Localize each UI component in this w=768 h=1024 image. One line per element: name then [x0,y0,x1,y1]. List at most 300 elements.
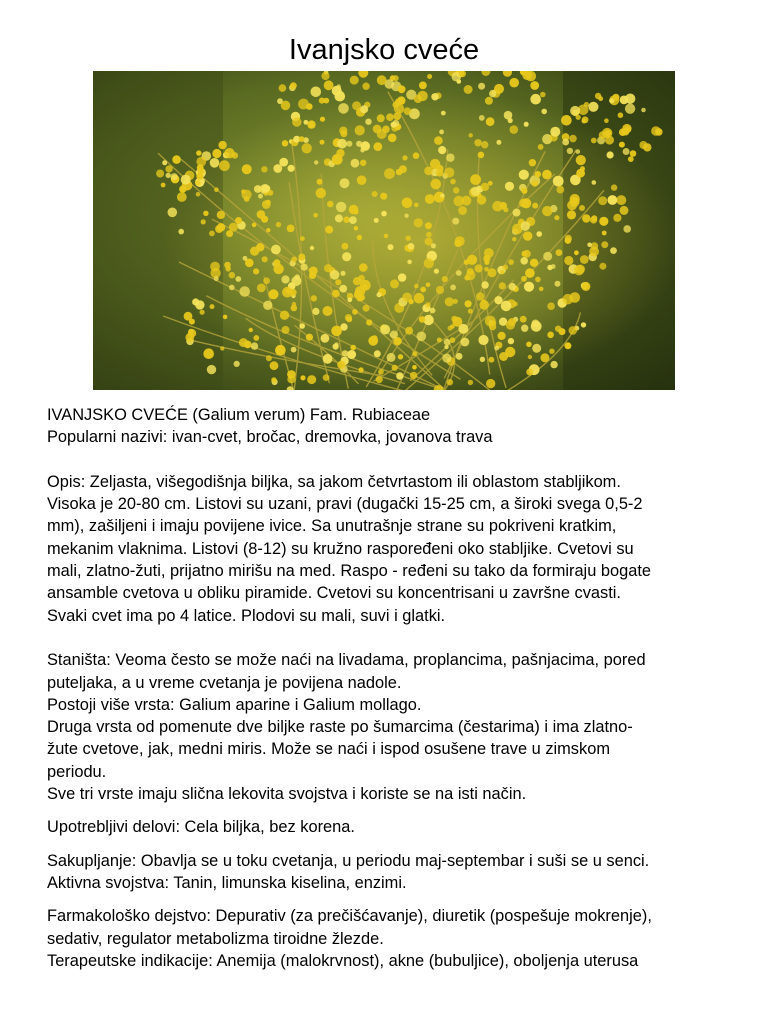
flower-blossom [291,276,301,286]
flower-blossom [396,169,403,176]
flower-blossom [346,141,352,147]
flower-blossom [316,188,326,198]
flower-blossom [555,326,561,332]
flower-blossom [404,214,408,218]
flower-blossom [450,179,456,185]
flower-blossom [161,183,166,188]
flower-blossom [414,203,419,208]
species-line: Druga vrsta od pomenute dve biljke raste po šumarcima (čestarima) i ima zlatno- [47,718,633,737]
flower-blossom [536,231,542,237]
flower-blossom [249,328,253,332]
description-line: ansamble cvetova u obliku piramide. Cvetovi su koncentrisani u završne cvasti. [47,584,621,603]
flower-blossom [251,342,258,349]
flower-blossom [162,160,167,165]
flower-blossom [290,82,297,89]
flower-blossom [508,338,514,344]
flower-blossom [314,160,318,164]
flower-blossom [453,187,459,193]
flower-blossom [196,173,203,180]
flower-blossom [521,221,530,230]
species-line: Postoji više vrsta: Galium aparine i Galium mollago. [47,695,422,714]
flower-blossom [523,231,532,240]
flower-blossom [434,269,439,274]
flower-blossom [445,297,454,306]
flower-blossom [450,285,456,291]
page-title: Ivanjsko cveće [288,34,480,66]
flower-blossom [431,179,442,190]
flower-blossom [234,361,240,367]
flower-blossom [324,80,334,90]
flower-blossom [481,141,488,148]
flower-blossom [323,354,333,364]
flower-blossom [480,357,485,362]
flower-blossom [223,315,228,320]
flower-blossom [565,237,572,244]
species-line: periodu. [47,762,107,781]
flower-blossom [291,347,297,353]
flower-blossom [273,264,283,274]
description-line: Opis: Zeljasta, višegodišnja biljka, sa jakom četvrtastom ili oblastom stabljikom. [47,472,621,491]
flower-blossom [396,372,403,379]
flower-blossom [254,185,262,193]
flower-blossom [279,84,287,92]
flower-blossom [465,300,472,307]
flower-blossom [484,267,489,272]
flower-blossom [513,302,518,307]
flower-blossom [436,169,444,177]
flower-blossom [291,257,297,263]
flower-blossom [437,338,442,343]
flower-blossom [168,208,178,218]
flower-blossom [239,286,250,297]
flower-blossom [499,282,506,289]
flower-blossom [619,142,625,148]
flower-blossom [360,105,368,113]
flower-blossom [561,115,572,126]
flower-blossom [362,83,369,90]
flower-blossom [377,114,385,122]
flower-blossom [266,355,272,361]
flower-blossom [405,327,413,335]
paragraph-gap [47,805,737,816]
flower-blossom [327,201,334,208]
flower-blossom [398,85,406,93]
flower-blossom [444,339,451,346]
flower-blossom [402,198,413,209]
flower-blossom [380,325,390,335]
collection-line: Sakupljanje: Obavlja se u toku cvetanja, u periodu maj-septembar i suši se u senci. [47,851,650,870]
flower-blossom [576,115,581,120]
flower-blossom [337,139,347,149]
flower-blossom [201,219,206,224]
description-line: Visoka je 20-80 cm. Listovi su uzani, pravi (dugački 15-25 cm, a široki svega 0,5-2 [47,495,643,514]
flower-blossom [569,326,578,335]
flower-blossom [360,160,366,166]
flower-blossom [321,72,329,80]
flower-blossom [324,264,332,272]
species-line: Sve tri vrste imaju slična lekovita svojstva i koriste se na isti način. [47,785,527,804]
flower-blossom [340,130,347,137]
flower-blossom [425,222,432,229]
flower-blossom [427,74,432,79]
flower-blossom [299,136,305,142]
flower-blossom [347,350,356,359]
flower-blossom [426,283,431,288]
flower-photo [93,71,675,390]
flower-blossom [525,268,535,278]
flower-blossom [387,353,396,362]
flower-blossom [392,365,398,371]
flower-blossom [185,333,194,342]
flower-blossom [263,301,272,310]
flower-blossom [412,365,417,370]
active-properties-line: Aktivna svojstva: Tanin, limunska kiselina, enzimi. [47,873,407,892]
flower-blossom [581,322,586,327]
flower-blossom [330,270,340,280]
flower-blossom [156,170,164,178]
flower-blossom [452,218,459,225]
flower-blossom [467,268,474,275]
flower-blossom [357,235,362,240]
flower-blossom [310,246,314,250]
flower-blossom [349,216,357,224]
flower-blossom [354,226,359,231]
paragraph-gap [47,627,737,649]
flower-blossom [499,352,508,361]
paragraph-gap [47,894,737,905]
flower-blossom [291,305,298,312]
flower-blossom [510,125,519,134]
flower-blossom [257,284,266,293]
flower-blossom [275,345,286,356]
flower-blossom [384,234,389,239]
flower-blossom [521,276,527,282]
flower-blossom [320,140,325,145]
flower-blossom [347,297,352,302]
flower-blossom [218,141,226,149]
flower-blossom [440,193,444,197]
flower-blossom [461,338,470,347]
flower-blossom [467,255,477,265]
flower-blossom [475,264,483,272]
flower-blossom [542,170,552,180]
flower-blossom [509,283,517,291]
flower-blossom [508,318,516,326]
flower-blossom [595,93,601,99]
flower-blossom [521,325,528,332]
flower-blossom [393,112,401,120]
flower-blossom [592,180,597,185]
flower-blossom [613,214,621,222]
flower-blossom [508,259,514,265]
flower-blossom [302,143,312,153]
flower-blossom [630,150,637,157]
flower-blossom [181,175,191,185]
flower-blossom [214,187,219,192]
flower-blossom [488,268,497,277]
flower-blossom [526,369,533,376]
flower-blossom [425,194,435,204]
flower-blossom [266,228,270,232]
flower-blossom [526,342,532,348]
flower-blossom [203,211,208,216]
flower-blossom [554,215,559,220]
flower-blossom [262,185,270,193]
flower-blossom [604,118,609,123]
flower-blossom [484,260,489,265]
flower-blossom [468,309,473,314]
flower-blossom [388,244,394,250]
flower-blossom [456,353,463,360]
flower-blossom [281,101,291,111]
flower-blossom [620,206,629,215]
flower-blossom [587,243,592,248]
flower-blossom [242,164,252,174]
flower-blossom [317,179,323,185]
flower-blossom [479,115,485,121]
flower-blossom [393,75,399,81]
flower-blossom [210,158,220,168]
flower-blossom [454,240,461,247]
usable-parts-line: Upotrebljivi delovi: Cela biljka, bez korena. [47,818,355,837]
flower-blossom [376,376,383,383]
flower-blossom [598,196,607,205]
flower-blossom [532,320,540,328]
flower-blossom [602,231,607,236]
flower-blossom [356,141,362,147]
flower-blossom [486,117,495,126]
flower-blossom [521,188,527,194]
flower-blossom [321,334,330,343]
flower-blossom [377,292,382,297]
flower-blossom [390,279,399,288]
flower-blossom [226,266,231,271]
flower-blossom [540,353,549,362]
flower-blossom [474,139,481,146]
flower-blossom [494,296,502,304]
flower-blossom [623,148,630,155]
flower-blossom [509,78,519,88]
flower-blossom [343,216,350,223]
flower-blossom [386,113,394,121]
flower-blossom [543,252,552,261]
flower-blossom [563,294,574,305]
flower-blossom [384,168,395,179]
flower-blossom [406,236,411,241]
description-line: mm), zašiljeni i imaju povijene ivice. Sa unutrašnje strane su pokriveni kratkim, [47,517,617,536]
flower-blossom [325,226,333,234]
flower-blossom [599,217,608,226]
flower-blossom [203,348,214,359]
flower-blossom [335,279,341,285]
flower-blossom [444,345,448,349]
flower-blossom [345,314,352,321]
flower-blossom [309,272,316,279]
flower-blossom [436,286,444,294]
flower-blossom [569,135,577,143]
flower-blossom [528,355,532,359]
flower-blossom [481,183,489,191]
flower-blossom [529,159,536,166]
flower-blossom [398,273,406,281]
flower-blossom [481,281,488,288]
flower-blossom [312,308,319,315]
flower-blossom [434,136,443,145]
flower-blossom [481,299,485,303]
flower-blossom [478,83,485,90]
flower-blossom [431,93,438,100]
flower-blossom [567,200,577,210]
flower-blossom [413,152,420,159]
flower-blossom [299,323,305,329]
flower-blossom [258,194,263,199]
flower-blossom [581,282,590,291]
flower-blossom [354,290,362,298]
flower-blossom [564,256,573,265]
flower-blossom [410,372,417,379]
flower-blossom [468,380,473,385]
flower-blossom [425,302,431,308]
flower-blossom [611,184,617,190]
article-body [47,404,737,972]
flower-blossom [535,277,541,283]
flower-blossom [505,182,514,191]
flower-blossom [438,146,446,154]
flower-blossom [263,277,270,284]
flower-blossom [339,285,347,293]
flower-blossom [582,116,589,123]
flower-blossom [447,379,453,385]
flower-blossom [271,377,276,382]
flower-blossom [496,140,501,145]
flower-blossom [307,120,315,128]
flower-blossom [200,310,205,315]
flower-blossom [382,126,389,133]
flower-blossom [556,249,563,256]
flower-blossom [458,206,467,215]
flower-blossom [195,180,201,186]
flower-blossom [290,289,297,296]
flower-blossom [494,346,499,351]
flower-blossom [350,345,356,351]
flower-blossom [604,130,611,137]
flower-blossom [564,342,571,349]
flower-blossom [520,257,528,265]
flower-blossom [547,332,554,339]
flower-blossom [311,295,317,301]
flower-blossom [292,117,301,126]
flower-blossom [266,200,271,205]
flower-blossom [458,324,468,334]
flower-blossom [184,312,193,321]
flower-blossom [374,218,379,223]
flower-blossom [358,275,365,282]
flower-blossom [618,112,624,118]
flower-blossom [270,361,279,370]
flower-blossom [261,166,267,172]
flower-blossom [287,225,295,233]
flower-blossom [288,165,295,172]
flower-blossom [524,122,529,127]
flower-blossom [253,335,259,341]
flower-blossom [542,206,552,216]
description-line: mekanim vlaknima. Listovi (8-12) su kružno raspoređeni oko stabljike. Cvetovi su [47,539,634,558]
flower-blossom [464,275,469,280]
flower-blossom [359,367,364,372]
flower-blossom [478,152,485,159]
flower-blossom [256,243,264,251]
flower-blossom [359,263,368,272]
flower-blossom [584,102,589,107]
flower-blossom [334,342,338,346]
flower-blossom [340,178,350,188]
flower-blossom [620,96,629,105]
flower-blossom [414,293,425,304]
flower-blossom [371,335,377,341]
flower-blossom [342,252,351,261]
flower-blossom [402,155,407,160]
flower-blossom [197,164,204,171]
flower-blossom [570,106,580,116]
flower-blossom [451,316,457,322]
flower-blossom [616,195,626,205]
flower-blossom [513,209,521,217]
flower-blossom [430,308,436,314]
description-line: mali, zlatno-žuti, prijatno mirišu na med. Raspo - ređeni su tako da formiraju bogate [47,562,652,581]
description-line: Svaki cvet ima po 4 latice. Plodovi su mali, suvi i glatki. [47,606,446,625]
flower-blossom [582,214,590,222]
flower-blossom [643,143,651,151]
flower-blossom [220,346,224,350]
flower-blossom [229,285,235,291]
flower-blossom [524,282,534,292]
flower-blossom [282,326,290,334]
flower-blossom [579,205,585,211]
flower-blossom [530,259,538,267]
flower-blossom [252,223,257,228]
flower-blossom [239,338,248,347]
flower-blossom [210,304,215,309]
flower-blossom [244,196,250,202]
flower-blossom [425,238,433,246]
flower-blossom [323,306,333,316]
flower-blossom [549,349,554,354]
flower-blossom [280,311,289,320]
flower-blossom [357,175,367,185]
flower-blossom [439,130,444,135]
flower-blossom [226,230,233,237]
flower-blossom [391,122,397,128]
flower-blossom [281,275,289,283]
flower-blossom [588,102,598,112]
flower-blossom [378,369,384,375]
flower-blossom [307,375,316,384]
flower-blossom [424,258,434,268]
flower-blossom [271,245,281,255]
flower-blossom [485,97,493,105]
flower-blossom [398,354,403,359]
flower-blossom [607,151,614,158]
flower-blossom [313,213,318,218]
flower-blossom [388,134,397,143]
flower-blossom [591,138,597,144]
flower-blossom [555,281,561,287]
flower-blossom [217,211,225,219]
flower-blossom [408,243,415,250]
flower-blossom [512,237,516,241]
flower-blossom [350,76,359,85]
flower-blossom [171,173,178,180]
